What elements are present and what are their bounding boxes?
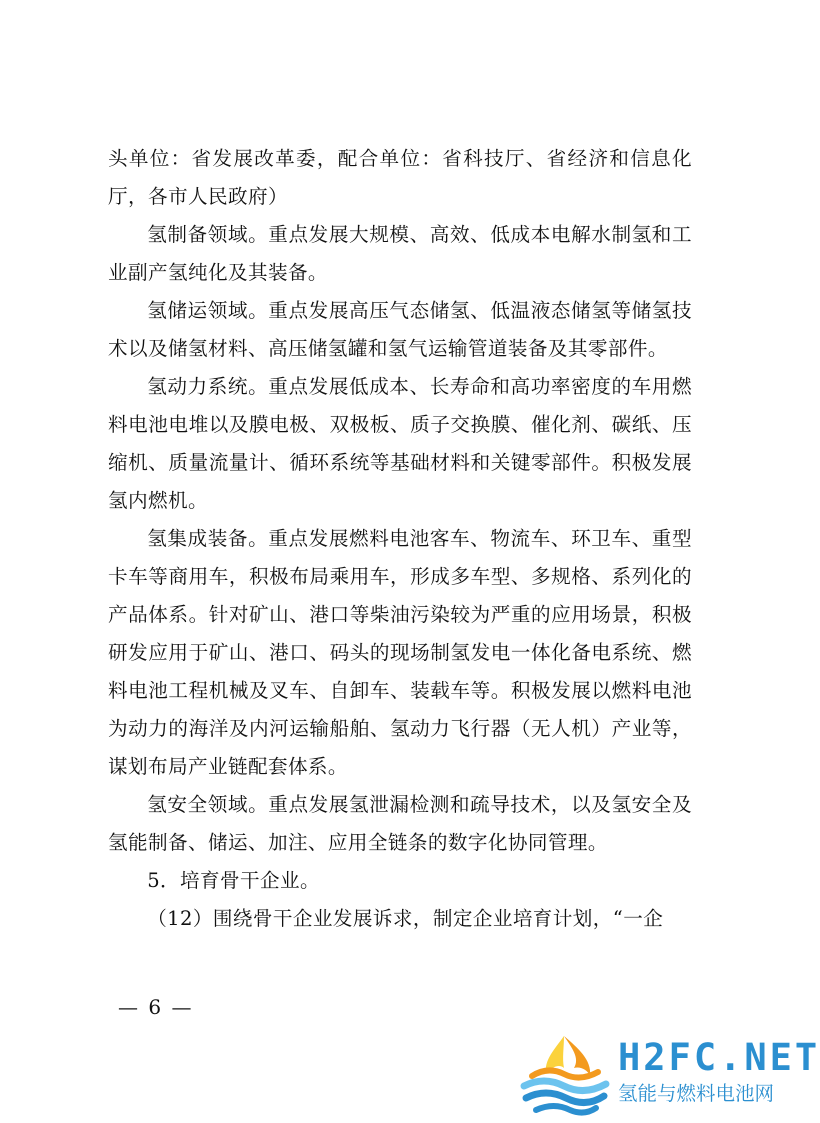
- paragraph-hydrogen-safety: 氢安全领域。重点发展氢泄漏检测和疏导技术，以及氢安全及氢能制备、储运、加注、应用全链条的数字化协同管理。: [108, 793, 692, 854]
- section-heading-backbone-enterprises: 5．培育骨干企业。: [147, 869, 321, 892]
- paragraph-item-12: （12）围绕骨干企业发展诉求，制定企业培育计划，“一企: [147, 907, 664, 930]
- h2fc-watermark-logo: [514, 1030, 820, 1120]
- flame-wave-logo-icon: [514, 1030, 614, 1120]
- document-body: [108, 140, 692, 938]
- paragraph-hydrogen-production: 氢制备领域。重点发展大规模、高效、低成本电解水制氢和工业副产氢纯化及其装备。: [108, 223, 692, 284]
- paragraph-hydrogen-storage-transport: 氢储运领域。重点发展高压气态储氢、低温液态储氢等储氢技术以及储氢材料、高压储氢罐和氢气运输管道装备及其零部件。: [108, 299, 692, 360]
- logo-brand-text: H2FC.NET: [618, 1036, 820, 1079]
- paragraph-hydrogen-power-system: 氢动力系统。重点发展低成本、长寿命和高功率密度的车用燃料电池电堆以及膜电极、双极板、质子交换膜、催化剂、碳纸、压缩机、质量流量计、循环系统等基础材料和关键零部件。积极发展氢内燃机。: [108, 375, 692, 512]
- logo-tagline: 氢能与燃料电池网: [618, 1082, 775, 1105]
- paragraph-continued-lead-unit: 头单位：省发展改革委，配合单位：省科技厅、省经济和信息化厅，各市人民政府）: [108, 147, 692, 208]
- page-number: — 6 —: [118, 995, 194, 1019]
- paragraph-hydrogen-integrated-equipment: 氢集成装备。重点发展燃料电池客车、物流车、环卫车、重型卡车等商用车，积极布局乘用车，形成多车型、多规格、系列化的产品体系。针对矿山、港口等柴油污染较为严重的应用场景，积极研发应用于矿山、港口、码头的现场制氢发电一体化备电系统、燃料电池工程机械及叉车、自卸车、装载车等。积极发展以燃料电池为动力的海洋及内河运输船舶、氢动力飞行器（无人机）产业等，谋划布局产业链配套体系。: [108, 527, 692, 778]
